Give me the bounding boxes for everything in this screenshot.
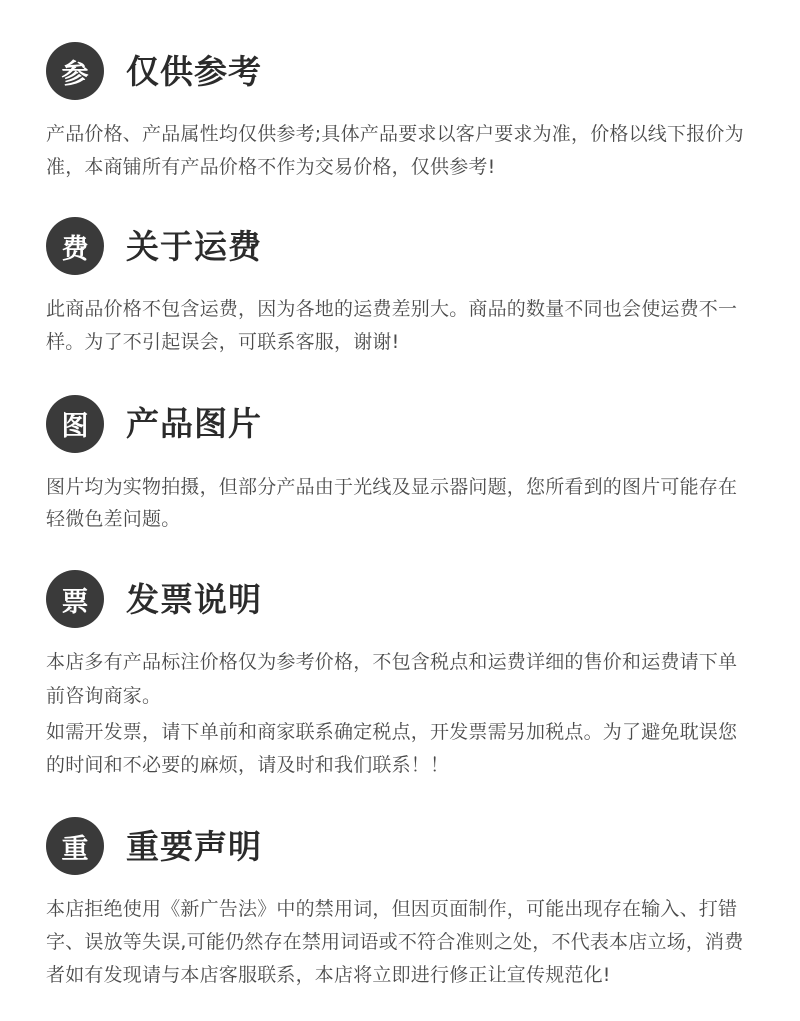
badge-icon-reference: 参 — [46, 42, 104, 100]
section-invoice — [46, 570, 754, 783]
section-header — [46, 395, 754, 453]
section-body-reference — [46, 118, 754, 183]
section-title-photos: 产品图片 — [126, 404, 262, 444]
section-body-shipping — [46, 293, 754, 358]
badge-icon-statement: 重 — [46, 817, 104, 875]
section-title-reference: 仅供参考 — [126, 51, 262, 91]
badge-icon-photos: 图 — [46, 395, 104, 453]
section-body-photos — [46, 471, 754, 536]
badge-icon-invoice: 票 — [46, 570, 104, 628]
section-header — [46, 817, 754, 875]
paragraph: 本店多有产品标注价格仅为参考价格，不包含税点和运费详细的售价和运费请下单前咨询商家。 — [46, 651, 738, 707]
section-body-invoice — [46, 646, 754, 783]
section-title-shipping: 关于运费 — [126, 226, 262, 266]
paragraph: 如需开发票，请下单前和商家联系确定税点，开发票需另加税点。为了避免耽误您的时间和不必要的麻烦，请及时和我们联系！！ — [46, 720, 738, 777]
section-header — [46, 570, 754, 628]
section-important-statement — [46, 817, 754, 991]
section-title-invoice: 发票说明 — [126, 579, 262, 619]
paragraph: 产品价格、产品属性均仅供参考;具体产品要求以客户要求为准，价格以线下报价为准，本商铺所有产品价格不作为交易价格，仅供参考! — [46, 123, 744, 178]
section-header — [46, 217, 754, 275]
section-shipping — [46, 217, 754, 358]
badge-icon-shipping: 费 — [46, 217, 104, 275]
paragraph: 本店拒绝使用《新广告法》中的禁用词，但因页面制作，可能出现存在输入、打错字、误放等失误,可能仍然存在禁用词语或不符合准则之处，不代表本店立场，消费者如有发现请与本店客服联系，本店将立即进行修正让宣传规范化! — [46, 898, 744, 986]
section-header — [46, 42, 754, 100]
paragraph: 图片均为实物拍摄，但部分产品由于光线及显示器问题，您所看到的图片可能存在轻微色差问题。 — [46, 475, 738, 531]
paragraph: 此商品价格不包含运费，因为各地的运费差别大。商品的数量不同也会使运费不一样。为了不引起误会，可联系客服，谢谢! — [46, 298, 738, 354]
section-reference — [46, 42, 754, 183]
section-body-statement — [46, 893, 754, 991]
section-product-photos — [46, 395, 754, 536]
section-title-statement: 重要声明 — [126, 826, 262, 866]
